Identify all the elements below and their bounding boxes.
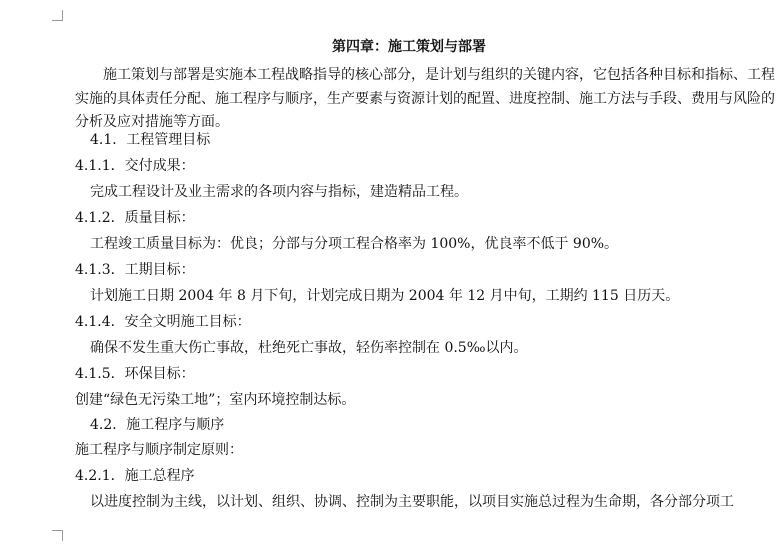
section-4-1-1-text: 完成工程设计及业主需求的各项内容与指标，建造精品工程。 xyxy=(90,184,468,200)
chapter-title: 第四章：施工策划与部署 xyxy=(332,39,486,55)
section-4-1-3-heading: 4.1.3．工期目标： xyxy=(75,262,195,278)
section-4-1-2-text: 工程竣工质量目标为：优良；分部与分项工程合格率为 100%，优良率不低于 90%。 xyxy=(90,236,619,252)
section-4-1-5-text: 创建“绿色无污染工地”；室内环境控制达标。 xyxy=(75,392,356,408)
section-4-1-2-heading: 4.1.2．质量目标： xyxy=(75,210,195,226)
section-4-2-text: 施工程序与顺序制定原则： xyxy=(75,442,243,458)
section-4-1-1-heading: 4.1.1．交付成果： xyxy=(75,158,195,174)
crop-mark-bottom-left xyxy=(52,530,63,541)
section-4-1-heading: 4.1．工程管理目标 xyxy=(90,132,211,148)
section-4-2-1-text: 以进度控制为主线，以计划、组织、协调、控制为主要职能，以项目实施总过程为生命期，各分部分项工 xyxy=(90,494,734,510)
section-4-2-1-heading: 4.2.1．施工总程序 xyxy=(75,468,195,484)
section-4-1-3-text: 计划施工日期 2004 年 8 月下旬，计划完成日期为 2004 年 12 月中旬，工期约 115 日历天。 xyxy=(90,288,680,304)
section-4-1-4-text: 确保不发生重大伤亡事故，杜绝死亡事故，轻伤率控制在 0.5‰以内。 xyxy=(90,340,528,356)
crop-mark-top-left xyxy=(52,10,63,21)
intro-paragraph: 施工策划与部署是实施本工程战略指导的核心部分，是计划与组织的关键内容，它包括各种目标和指标、工程实施的具体责任分配、施工程序与顺序，生产要素与资源计划的配置、进度控制、施工方法与手段、费用与风险的分析及应对措施等方面。 xyxy=(75,67,775,130)
section-4-1-5-heading: 4.1.5．环保目标： xyxy=(75,366,195,382)
section-4-1-4-heading: 4.1.4．安全文明施工目标： xyxy=(75,314,251,330)
section-4-2-heading: 4.2．施工程序与顺序 xyxy=(90,417,225,433)
